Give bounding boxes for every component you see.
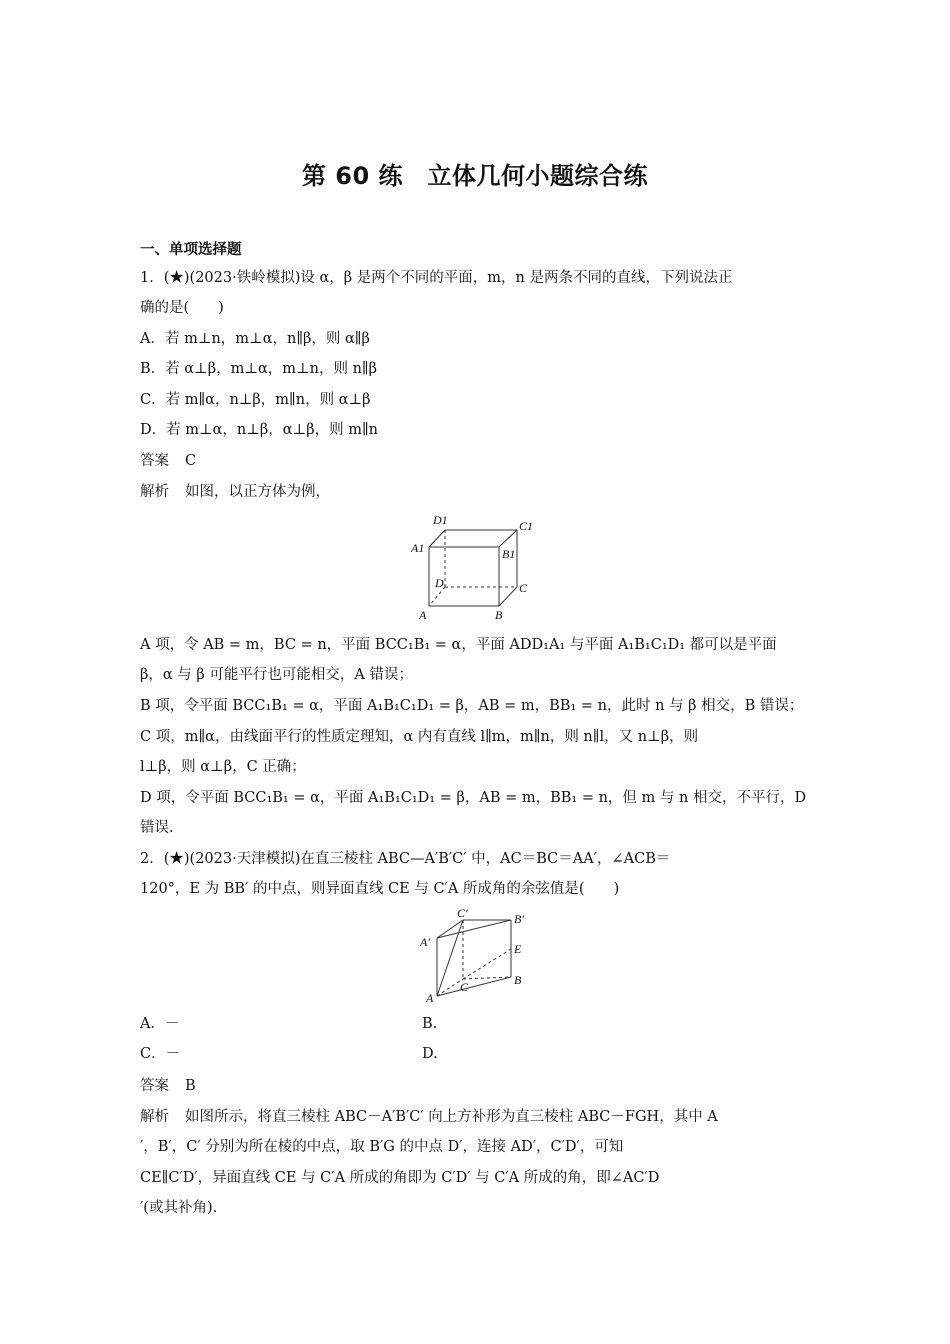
fig1-label-a: A <box>419 608 427 622</box>
q1-option-b: B．若 α⊥β，m⊥α，m⊥n，则 n∥β <box>140 361 378 377</box>
fig2-label-e: E <box>514 942 522 956</box>
fig2-label-a: A <box>426 991 434 1005</box>
fig1-label-c: C <box>519 581 528 595</box>
q1-explanation-3: B 项，令平面 BCC₁B₁ = α，平面 A₁B₁C₁D₁ = β，AB = m，BB₁ = n，此时 n 与 β 相交，B 错误； <box>140 698 804 714</box>
fig1-label-c1: C1 <box>519 519 534 533</box>
fig1-label-b: B <box>495 608 503 622</box>
q1-explanation-1: A 项，令 AB = m，BC = n，平面 BCC₁B₁ = α，平面 ADD₁A₁ 与平面 A₁B₁C₁D₁ 都可以是平面 <box>140 637 777 653</box>
q1-stem-line2: 确的是( ) <box>140 300 224 316</box>
q2-option-a: A．－ <box>140 1016 180 1032</box>
analysis-label: 解析 <box>140 1109 169 1125</box>
fig2-label-a-prime: A′ <box>420 935 430 949</box>
q2-analysis-line2: ′，B′，C′ 分别为所在棱的中点，取 B′G 的中点 D′，连接 AD′，C′D′，可知 <box>140 1139 624 1155</box>
q1-explanation-7: 错误. <box>140 820 174 836</box>
answer-label: 答案 <box>140 1078 169 1094</box>
analysis-text: 如图所示，将直三棱柱 ABC－A′B′C′ 向上方补形为直三棱柱 ABC－FGH，其中 A <box>185 1109 718 1125</box>
q2-answer <box>140 1076 812 1096</box>
answer-value: B <box>185 1078 196 1094</box>
analysis-label: 解析 <box>140 484 169 500</box>
fig1-label-d: D <box>435 576 444 590</box>
fig2-label-b: B <box>514 973 522 987</box>
q1-stem-line1: 1．(★)(2023·铁岭模拟)设 α，β 是两个不同的平面，m，n 是两条不同的直线，下列说法正 <box>140 270 733 286</box>
q2-analysis-line4: ′(或其补角). <box>140 1200 218 1216</box>
q2-stem-line1: 2．(★)(2023·天津模拟)在直三棱柱 ABC—A′B′C′ 中，AC＝BC＝AA′，∠ACB＝ <box>140 851 671 867</box>
cube-figure <box>405 510 545 625</box>
q1-explanation-5: l⊥β，则 α⊥β，C 正确； <box>140 759 306 775</box>
q1-explanation-2: β，α 与 β 可能平行也可能相交，A 错误； <box>140 667 413 683</box>
q2-option-d: D. <box>422 1046 438 1062</box>
q1-option-d: D．若 m⊥α，n⊥β，α⊥β，则 m∥n <box>140 422 378 438</box>
q1-answer <box>140 451 812 471</box>
fig1-label-d1: D1 <box>433 513 448 527</box>
analysis-intro-text: 如图，以正方体为例， <box>185 484 330 500</box>
q1-option-c: C．若 m∥α，n⊥β，m∥n，则 α⊥β <box>140 392 371 408</box>
q2-stem-line2: 120°，E 为 BB′ 的中点，则异面直线 CE 与 C′A 所成角的余弦值是( ) <box>140 881 620 897</box>
q1-explanation-6: D 项，令平面 BCC₁B₁ = α，平面 A₁B₁C₁D₁ = β，AB = m，BB₁ = n，但 m 与 n 相交，不平行，D <box>140 790 807 806</box>
q1-explanation-4: C 项，m∥α，由线面平行的性质定理知，α 内有直线 l∥m，m∥n，则 n∥l，又 n⊥β，则 <box>140 729 699 745</box>
prism-figure <box>415 905 535 1007</box>
fig2-label-c: C <box>460 980 469 994</box>
q1-option-a: A．若 m⊥n，m⊥α，n∥β，则 α∥β <box>140 331 370 347</box>
q2-option-b: B. <box>422 1016 438 1032</box>
fig2-label-c-prime: C′ <box>457 906 468 920</box>
q2-analysis-line1 <box>140 1107 812 1127</box>
q2-analysis-line3: CE∥C′D′，异面直线 CE 与 C′A 所成的角即为 C′D′ 与 C′A 所成的角，即∠AC′D <box>140 1170 660 1186</box>
fig2-label-b-prime: B′ <box>514 912 524 926</box>
fig1-label-b1: B1 <box>502 547 516 561</box>
q1-analysis-intro <box>140 482 812 502</box>
section-heading: 一、单项选择题 <box>140 242 242 258</box>
fig1-label-a1: A1 <box>411 541 425 555</box>
page-title: 第 60 练 立体几何小题综合练 <box>301 162 649 190</box>
answer-value: C <box>185 453 197 469</box>
answer-label: 答案 <box>140 453 169 469</box>
q2-option-c: C．－ <box>140 1046 181 1062</box>
